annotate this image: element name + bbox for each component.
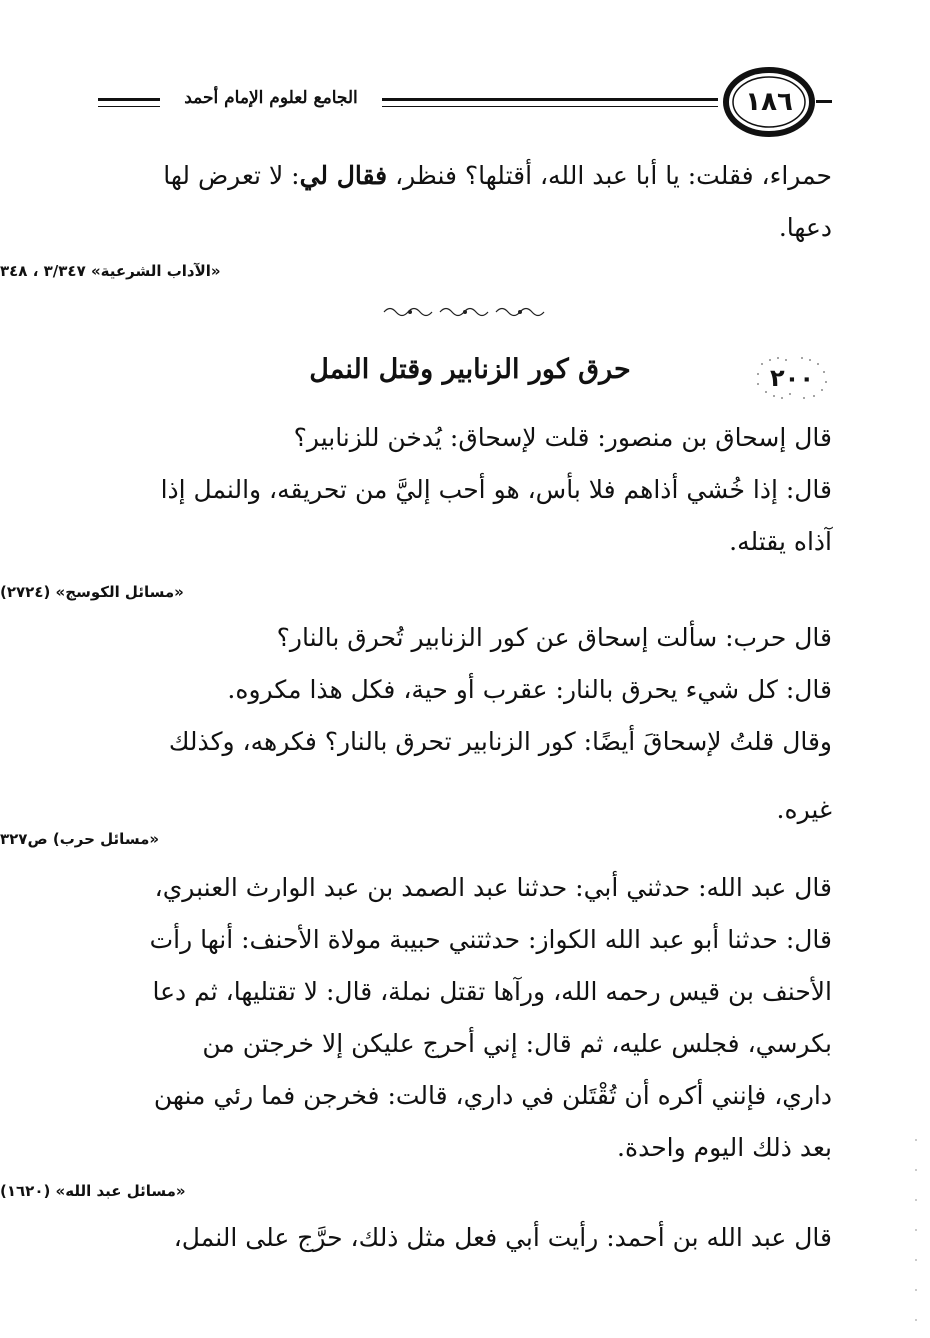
text-line: قال: إذا خُشي أذاهم فلا بأس، هو أحب إليَّ من تحريقه، والنمل إذا xyxy=(160,475,832,504)
page-number-badge xyxy=(722,66,816,138)
text-line: بكرسي، فجلس عليه، ثم قال: إني أحرج عليكن إلا خرجتن من xyxy=(202,1029,832,1058)
paragraph-5 xyxy=(98,664,832,716)
paragraph-6 xyxy=(98,716,832,836)
page-edge-mark-icon xyxy=(912,1130,920,1330)
paragraph-4 xyxy=(98,612,832,664)
paragraph-2 xyxy=(98,412,832,464)
text-line: وقال قلتُ لإسحاقَ أيضًا: كور الزنابير تحرق بالنار؟ فكرهه، وكذلك xyxy=(168,727,832,756)
text-line: غيره. xyxy=(776,795,832,824)
header-rule-left xyxy=(98,98,160,101)
paragraph-7 xyxy=(98,862,832,1174)
header-rule-middle xyxy=(382,98,718,101)
section-number: ٢٠٠ xyxy=(770,364,814,392)
text-line: آذاه يقتله. xyxy=(729,527,832,556)
section-title: حرق كور الزنابير وقتل النمل xyxy=(309,354,631,385)
ornament-divider-icon xyxy=(380,304,550,320)
text-line: دعها. xyxy=(778,213,832,242)
source-citation: «مسائل عبد الله» (١٦٢٠) xyxy=(0,1182,186,1200)
paragraph-1 xyxy=(98,150,832,254)
emphasis-text: فقال لي xyxy=(299,161,388,190)
text-line: داري، فإنني أكره أن تُقْتَلن في داري، قالت: فخرجن فما رئي منهن xyxy=(153,1081,832,1110)
header-rule-left-thin xyxy=(98,106,160,107)
page-number: ١٨٦ xyxy=(745,87,793,117)
paragraph-3 xyxy=(98,464,832,568)
source-citation: «مسائل الكوسج» (٢٧٢٤) xyxy=(0,583,184,601)
text-line: قال حرب: سألت إسحاق عن كور الزنابير تُحرق بالنار؟ xyxy=(276,623,832,652)
text-line: قال عبد الله: حدثني أبي: حدثنا عبد الصمد بن عبد الوارث العنبري، xyxy=(154,873,832,902)
text-line: الأحنف بن قيس رحمه الله، ورآها تقتل نملة، قال: لا تقتليها، ثم دعا xyxy=(152,977,832,1006)
text-line: حمراء، فقلت: يا أبا عبد الله، أقتلها؟ فنظر، فقال لي: لا تعرض لها xyxy=(163,161,832,190)
source-citation: «مسائل حرب) ص٣٢٧ xyxy=(0,830,160,848)
paragraph-8 xyxy=(98,1212,832,1264)
text-line: قال: كل شيء يحرق بالنار: عقرب أو حية، فكل هذا مكروه. xyxy=(227,675,832,704)
text-line: قال إسحاق بن منصور: قلت لإسحاق: يُدخن للزنابير؟ xyxy=(293,423,832,452)
text-line: قال عبد الله بن أحمد: رأيت أبي فعل مثل ذلك، حرَّج على النمل، xyxy=(173,1223,832,1252)
text-line: قال: حدثنا أبو عبد الله الكواز: حدثتني حبيبة مولاة الأحنف: أنها رأت xyxy=(149,925,832,954)
header-rule-right xyxy=(816,100,832,103)
header-rule-middle-thin xyxy=(382,106,718,107)
text-line: بعد ذلك اليوم واحدة. xyxy=(617,1133,832,1162)
running-title: الجامع لعلوم الإمام أحمد xyxy=(184,88,358,108)
source-citation: «الآداب الشرعية» ٣/٣٤٧ ، ٣٤٨ xyxy=(0,262,221,280)
